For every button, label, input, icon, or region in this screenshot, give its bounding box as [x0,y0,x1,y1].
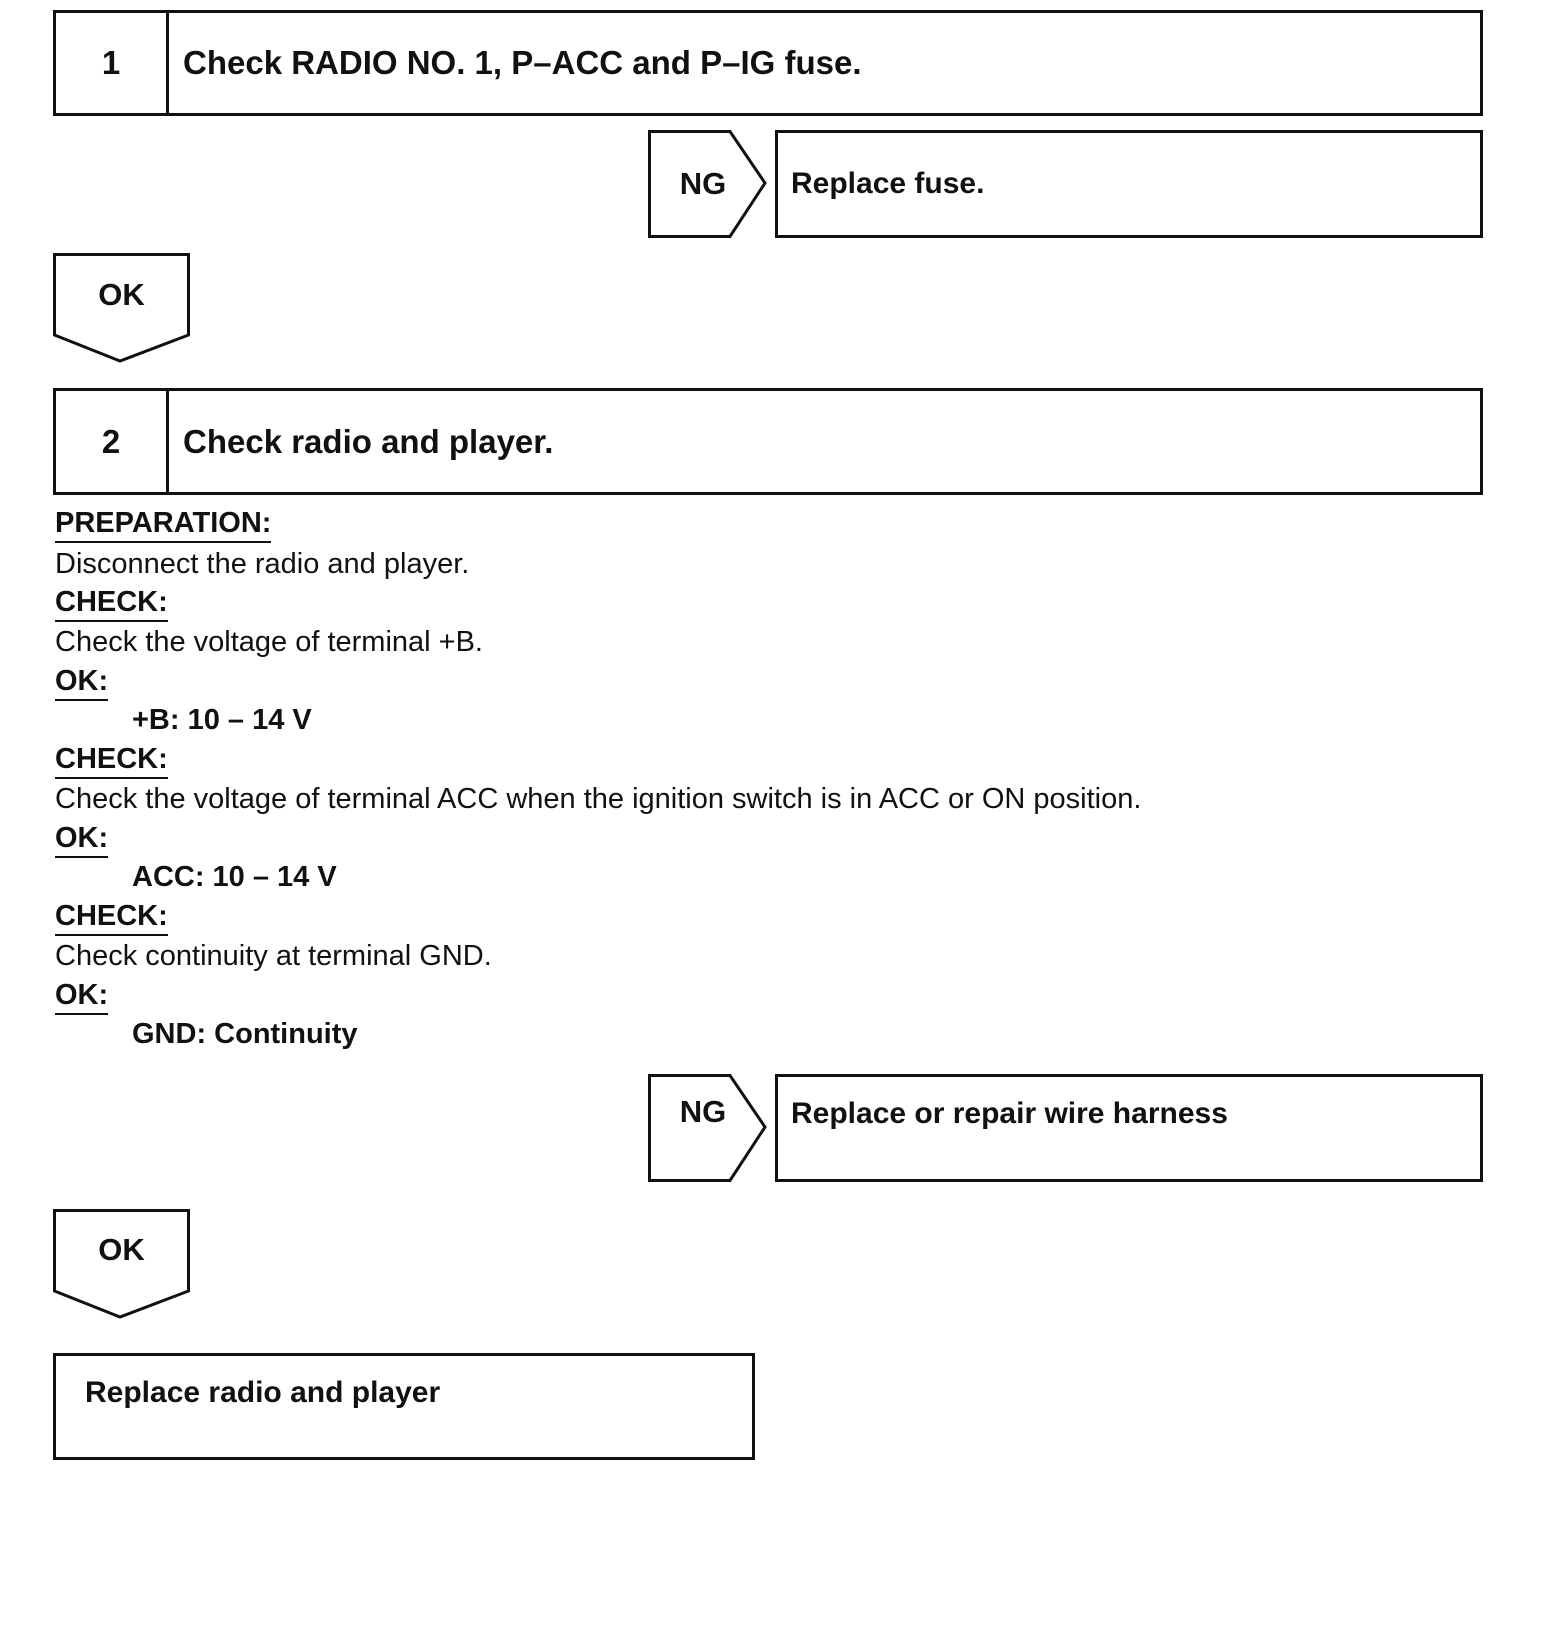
step-1-number: 1 [56,13,169,113]
final-action-box [53,1353,755,1460]
check-2-ok-value: ACC: 10 – 14 V [132,861,337,893]
check-2-ok-label: OK: [55,821,108,858]
check-3-text: Check continuity at terminal GND. [55,940,492,972]
check-1-label: CHECK: [55,585,168,622]
step-1-ng-label: NG [679,166,727,201]
step-2-ng-action-text: Replace or repair wire harness [791,1097,1228,1130]
check-2-label: CHECK: [55,742,168,779]
final-action-text: Replace radio and player [85,1376,441,1409]
step-2-ok-label: OK [98,1232,145,1267]
step-2-title: Check radio and player. [183,422,554,460]
step-2-ng-action-box [775,1074,1483,1182]
step-2-box [53,388,1483,495]
step-1-box [53,10,1483,116]
check-1-ok-label: OK: [55,664,108,701]
check-3-ok-value: GND: Continuity [132,1018,358,1050]
preparation-text: Disconnect the radio and player. [55,548,470,580]
preparation-label: PREPARATION: [55,506,271,543]
step-2-ng-label: NG [679,1094,727,1129]
check-3-label: CHECK: [55,899,168,936]
check-1-ok-value: +B: 10 – 14 V [132,704,312,736]
step-1-title: Check RADIO NO. 1, P–ACC and P–IG fuse. [183,44,862,81]
step-2-number: 2 [56,391,169,492]
check-3-ok-label: OK: [55,978,108,1015]
step-1-ng-action-text: Replace fuse. [791,167,985,200]
check-2-text: Check the voltage of terminal ACC when the ignition switch is in ACC or ON position. [55,783,1142,815]
step-1-ng-action-box [775,130,1483,238]
check-1-text: Check the voltage of terminal +B. [55,626,483,658]
step-1-ok-label: OK [98,277,145,312]
